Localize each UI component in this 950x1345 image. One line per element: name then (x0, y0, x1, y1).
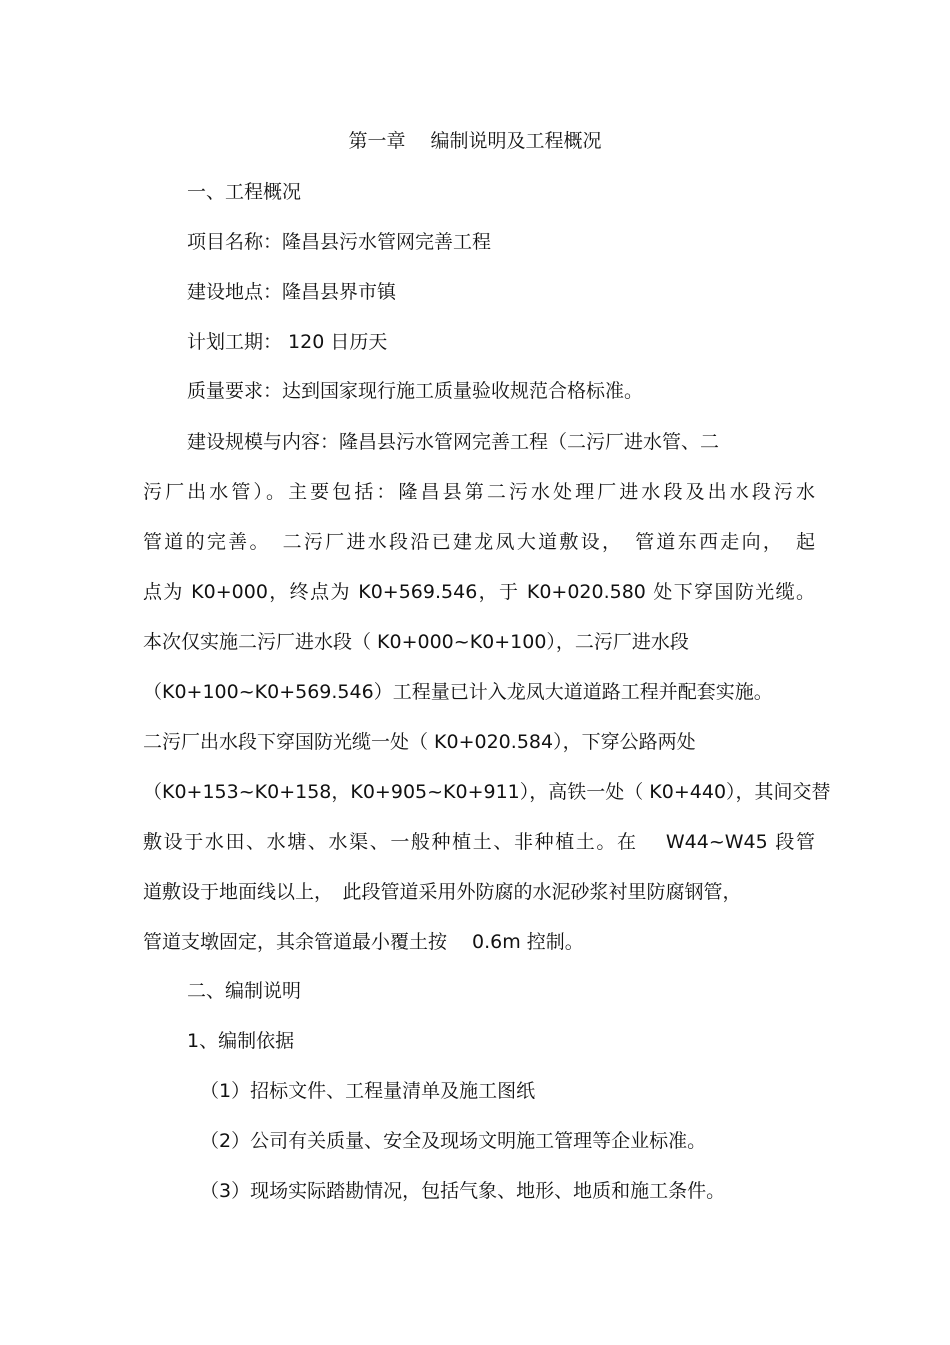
scale-paragraph-line: 点为 K0+000，终点为 K0+569.546，于 K0+020.580 处下穿国防光缆。 (143, 581, 815, 603)
scale-paragraph-line: 二污厂出水段下穿国防光缆一处（ K0+020.584），下穿公路两处 (143, 731, 696, 753)
scale-paragraph-line: 管道支墩固定，其余管道最小覆土按 0.6m 控制。 (143, 931, 584, 953)
basis-item: （3）现场实际踏勘情况，包括气象、地形、地质和施工条件。 (200, 1180, 726, 1202)
project-name: 项目名称：隆昌县污水管网完善工程 (187, 231, 492, 253)
scale-paragraph-line: 污厂出水管）。主要包括：隆昌县第二污水处理厂进水段及出水段污水 (143, 481, 815, 503)
scale-paragraph-line: 道敷设于地面线以上， 此段管道采用外防腐的水泥砂浆衬里防腐钢管， (143, 881, 742, 903)
chapter-title: 第一章 编制说明及工程概况 (348, 130, 602, 152)
scale-paragraph-line: 建设规模与内容：隆昌县污水管网完善工程（二污厂进水管、二 (187, 431, 720, 453)
planned-duration: 计划工期： 120 日历天 (187, 331, 388, 353)
construction-location: 建设地点：隆昌县界市镇 (187, 281, 397, 303)
scale-paragraph-line: 管道的完善。 二污厂进水段沿已建龙凤大道敷设， 管道东西走向， 起 (143, 531, 815, 553)
scale-paragraph-line: （K0+153~K0+158，K0+905~K0+911），高铁一处（ K0+440），其间交替 (143, 781, 831, 803)
basis-item: （2）公司有关质量、安全及现场文明施工管理等企业标准。 (200, 1130, 707, 1152)
basis-heading: 1、编制依据 (187, 1030, 295, 1052)
section-heading-overview: 一、工程概况 (187, 181, 302, 203)
basis-item: （1）招标文件、工程量清单及施工图纸 (200, 1080, 536, 1102)
scale-paragraph-line: 本次仅实施二污厂进水段（ K0+000~K0+100），二污厂进水段 (143, 631, 689, 653)
section-heading-compilation: 二、编制说明 (187, 980, 302, 1002)
scale-paragraph-line: （K0+100~K0+569.546）工程量已计入龙凤大道道路工程并配套实施。 (143, 681, 773, 703)
scale-paragraph-line: 敷设于水田、水塘、水渠、一般种植土、非种植土。在 W44~W45 段管 (143, 831, 815, 853)
quality-requirement: 质量要求：达到国家现行施工质量验收规范合格标准。 (187, 380, 644, 402)
